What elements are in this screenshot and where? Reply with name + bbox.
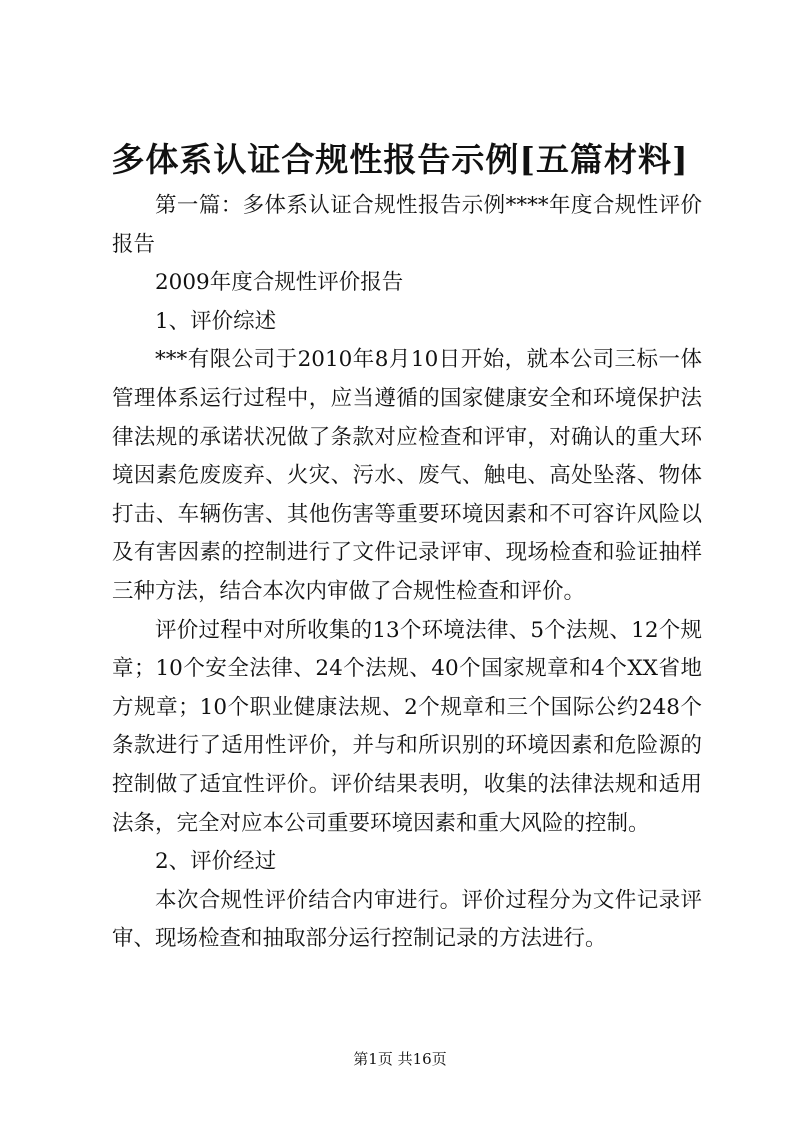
paragraph-overview-body: ***有限公司于2010年8月10日开始，就本公司三标一体管理体系运行过程中，应当遵循的国家健康安全和环境保护法律法规的承诺状况做了条款对应检查和评审，对确认的重大环境因素危废废弃、火灾、污水、废气、触电、高处坠落、物体打击、车辆伤害、其他伤害等重要环境因素和不可容许风险以及有害因素的控制进行了文件记录评审、现场检查和验证抽样三种方法，结合本次内审做了合规性检查和评价。 (112, 347, 702, 604)
document-title: 多体系认证合规性报告示例[五篇材料] (111, 140, 689, 179)
paragraph-evaluation-body: 评价过程中对所收集的13个环境法律、5个法规、12个规章；10个安全法律、24个法规、40个国家规章和4个XX省地方规章；10个职业健康法规、2个规章和三个国际公约248个条款进行了适用性评价，并与和所识别的环境因素和危险源的控制做了适宜性评价。评价结果表明，收集的法律法规和适用法条，完全对应本公司重要环境因素和重大风险的控制。 (112, 617, 702, 836)
paragraph-report-title: 2009年度合规性评价报告 (155, 270, 404, 296)
page-footer: 第1页 共16页 (353, 1050, 447, 1068)
paragraph-heading-overview: 1、评价综述 (155, 308, 277, 334)
paragraph-heading-process: 2、评价经过 (155, 849, 277, 875)
paragraph-process-body: 本次合规性评价结合内审进行。评价过程分为文件记录评审、现场检查和抽取部分运行控制记录的方法进行。 (112, 887, 702, 952)
document-body (112, 187, 702, 959)
paragraph-section-heading: 第一篇：多体系认证合规性报告示例****年度合规性评价报告 (112, 193, 702, 257)
